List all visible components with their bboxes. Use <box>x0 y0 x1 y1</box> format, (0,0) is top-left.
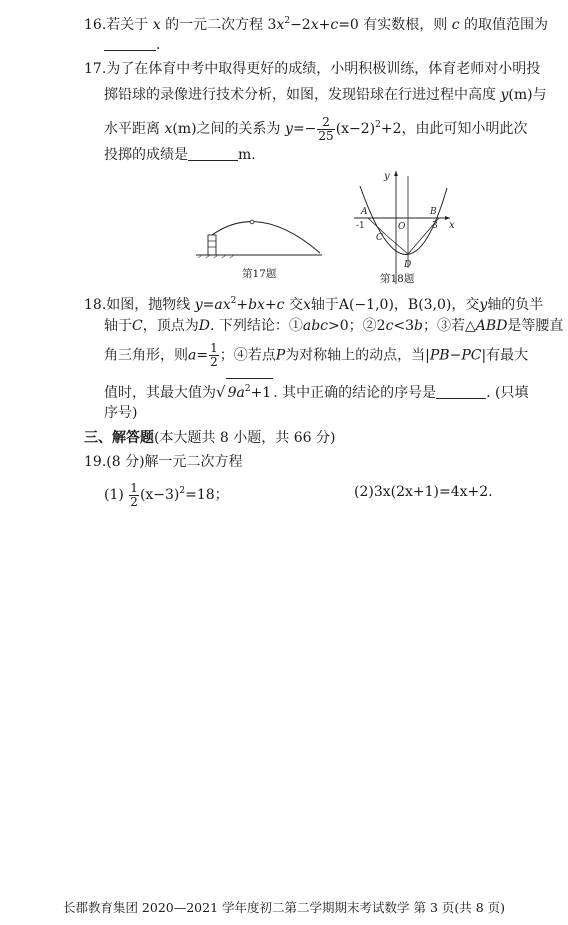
figure-18-parabola-diagram <box>350 168 456 288</box>
fraction-1-2: $\frac{1}{2}$ <box>210 341 218 369</box>
q18-line2: 轴于C，顶点为D. 下列结论：①abc>0；②2c<3b；③若△ABD是等腰直 <box>104 318 564 334</box>
fig18-tick-3: 3 <box>432 221 438 231</box>
fig18-label-x: x <box>449 220 455 231</box>
q18-line4: 值时，其最大值为√ $9a^2+1$ . 其中正确的结论的序号是 . (只填 <box>104 378 528 403</box>
q18-line1: 18.如图，抛物线 $y=ax^2+bx+c$ 交x轴于A(−1,0)，B(3,0)，交y轴的负半 <box>84 296 544 313</box>
answer-blank-18[interactable] <box>436 384 486 399</box>
section-3-heading: 三、解答题(本大题共 8 小题，共 66 分) <box>84 430 336 446</box>
q19-line1: 19.(8 分)解一元二次方程 <box>84 454 243 470</box>
answer-blank-16[interactable] <box>104 36 156 51</box>
page-footer: 长郡教育集团 2020—2021 学年度初二第二学期期末考试数学 第 3 页(共 8 页) <box>62 900 506 915</box>
q19-part2: (2)3x(2x+1)=4x+2. <box>354 484 493 500</box>
fig18-label-b: B <box>430 207 437 217</box>
q19-part1: (1) $\frac{1}{2}$ $(x-3)^2=18$； <box>104 480 229 509</box>
q16-line1: 16.若关于 x 的一元二次方程 $3x^2-2x+c=0$ 有实数根，则 c 的取值范围为 <box>84 16 549 33</box>
figure-17-caption: 第17题 <box>242 268 277 280</box>
fig18-label-a: A <box>361 207 368 217</box>
q16-number: 16. <box>84 17 107 33</box>
q18-line5: 序号) <box>104 405 138 421</box>
fraction-1-2-q19: $\frac{1}{2}$ <box>130 480 138 509</box>
answer-blank-17[interactable] <box>188 146 238 161</box>
q16-line2: . <box>104 35 160 55</box>
q17-line4: 投掷的成绩是 m. <box>104 147 256 163</box>
fig18-label-c: C <box>376 233 383 243</box>
q17-line3: 水平距离 x(m)之间的关系为 y=− $\frac{2}{25}$ $(x-2)^2+2$，由此可知小明此次 <box>104 114 528 143</box>
q18-line3: 角三角形，则a= $\frac{1}{2}$ ；④若点P为对称轴上的动点，当|PB−PC|有最大 <box>104 341 529 369</box>
q17-line1: 17.为了在体育中考中取得更好的成绩，小明积极训练，体育老师对小明投 <box>84 61 541 77</box>
sqrt-symbol: √ <box>216 383 226 401</box>
figure-18-caption: 第18题 <box>380 273 415 285</box>
figure-17-shotput-diagram <box>190 205 340 285</box>
fig18-label-o: O <box>398 222 406 232</box>
fraction-2-25: $\frac{2}{25}$ <box>318 114 334 143</box>
fig18-label-y: y <box>384 171 390 182</box>
fig18-tick-neg1: -1 <box>356 221 365 231</box>
sqrt-radicand: $9a^2+1$ <box>226 378 274 403</box>
fig18-label-d: D <box>404 260 412 270</box>
q17-line2: 掷铅球的录像进行技术分析，如图，发现铅球在行进过程中高度 y(m)与 <box>104 87 547 103</box>
